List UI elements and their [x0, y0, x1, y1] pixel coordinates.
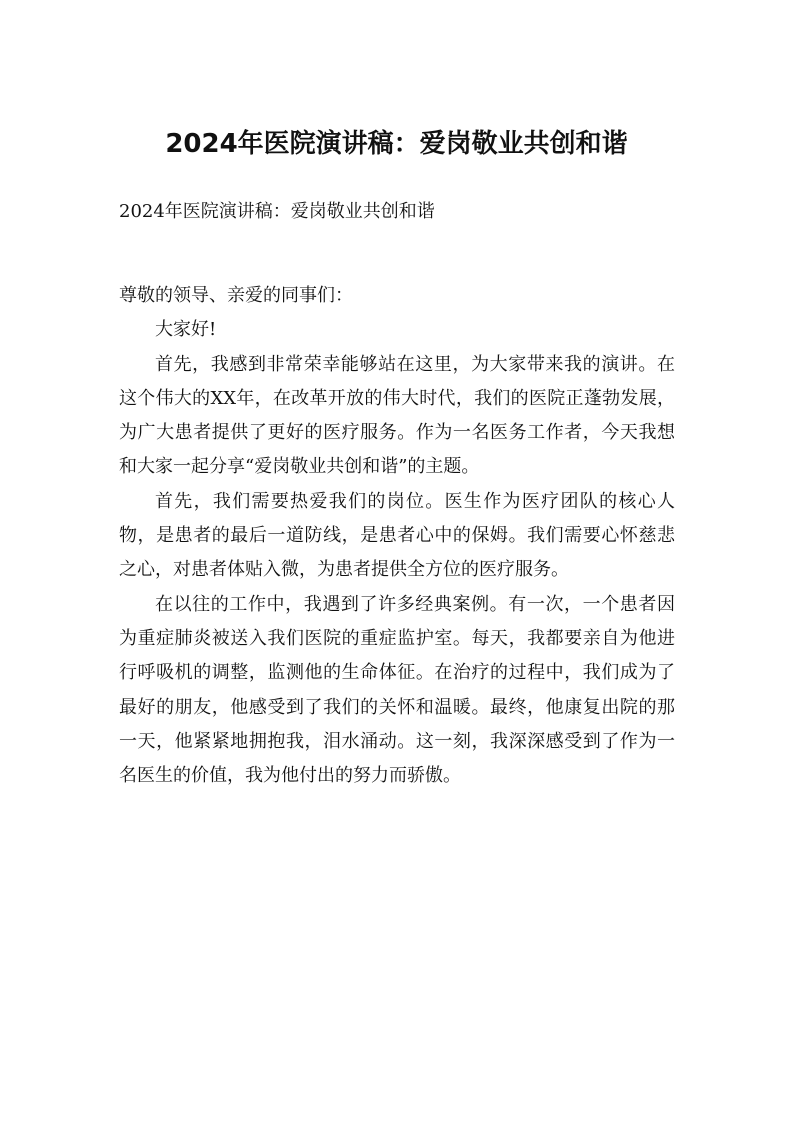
document-body	[119, 279, 675, 793]
document-subtitle: 2024年医院演讲稿：爱岗敬业共创和谐	[119, 201, 435, 222]
paragraph-introduction: 首先，我感到非常荣幸能够站在这里，为大家带来我的演讲。在这个伟大的XX年，在改革开放的伟大时代，我们的医院正蓬勃发展，为广大患者提供了更好的医疗服务。作为一名医务工作者，今天我想和大家一起分享“爱岗敬业共创和谐”的主题。	[119, 353, 675, 478]
paragraph-love-job: 首先，我们需要热爱我们的岗位。医生作为医疗团队的核心人物，是患者的最后一道防线，是患者心中的保姆。我们需要心怀慈悲之心，对患者体贴入微，为患者提供全方位的医疗服务。	[119, 490, 675, 581]
paragraph-case-story: 在以往的工作中，我遇到了许多经典案例。有一次，一个患者因为重症肺炎被送入我们医院的重症监护室。每天，我都要亲自为他进行呼吸机的调整，监测他的生命体征。在治疗的过程中，我们成为了最好的朋友，他感受到了我们的关怀和温暖。最终，他康复出院的那一天，他紧紧地拥抱我，泪水涌动。这一刻，我深深感受到了作为一名医生的价值，我为他付出的努力而骄傲。	[119, 593, 675, 787]
salutation: 尊敬的领导、亲爱的同事们：	[119, 285, 353, 306]
paragraph-greeting: 大家好!	[155, 319, 217, 341]
document-title: 2024年医院演讲稿：爱岗敬业共创和谐	[165, 129, 628, 159]
